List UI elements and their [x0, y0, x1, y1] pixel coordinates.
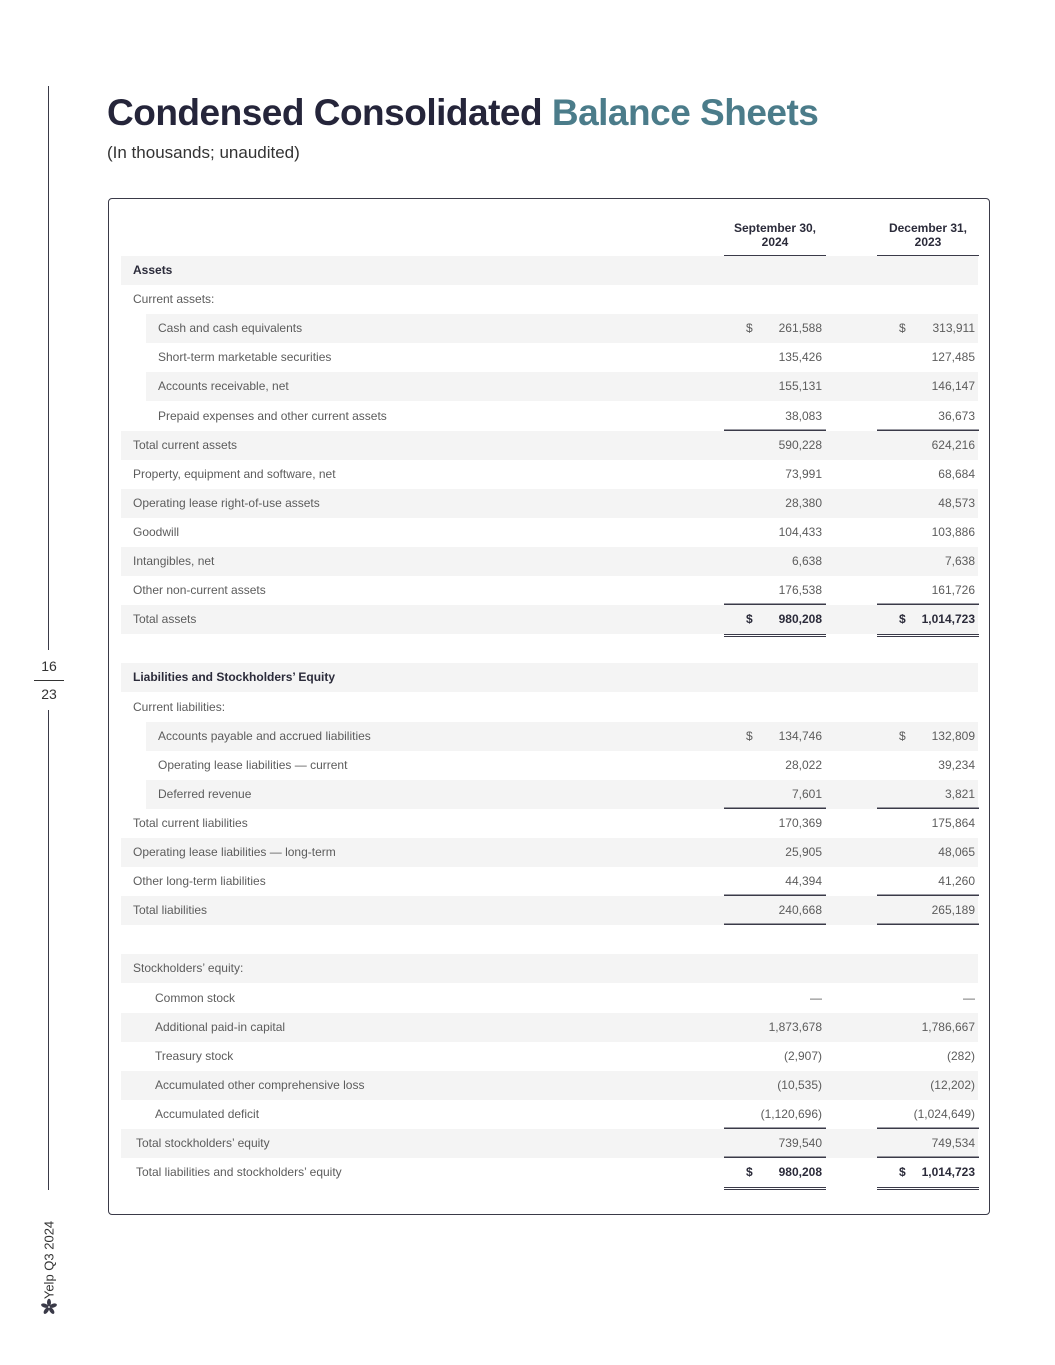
cell-value: 265,189	[931, 903, 975, 918]
table-row	[121, 809, 978, 838]
cell-value: 3,821	[944, 786, 975, 801]
table-row	[146, 314, 978, 343]
value-sep-2024	[724, 343, 826, 372]
table-row	[146, 780, 978, 809]
cell-value: 590,228	[778, 437, 822, 452]
cell-value: 127,485	[931, 350, 975, 365]
table-row	[121, 663, 978, 692]
page-subtitle: (In thousands; unaudited)	[107, 143, 300, 162]
row-label: Prepaid expenses and other current assets	[158, 408, 387, 423]
cell-value: (1,120,696)	[760, 1106, 822, 1121]
page-number-divider	[34, 680, 64, 681]
row-label: Other long-term liabilities	[133, 874, 266, 889]
table-row	[121, 576, 978, 605]
value-sep-2024	[724, 1071, 826, 1100]
cell-value: 313,911	[932, 321, 975, 336]
table-row	[121, 605, 978, 634]
value-dec-2023	[877, 402, 979, 431]
row-label: Operating lease liabilities — current	[158, 757, 348, 772]
cell-value: 38,083	[785, 408, 822, 423]
currency-symbol: $	[899, 728, 906, 743]
value-dec-2023	[877, 460, 979, 489]
table-row	[121, 1100, 978, 1129]
table-row	[121, 518, 978, 547]
row-label: Operating lease right-of-use assets	[133, 495, 320, 510]
value-sep-2024	[724, 1158, 826, 1190]
title-accent: Balance Sheets	[551, 92, 819, 133]
rail-line-top	[48, 86, 49, 650]
value-dec-2023	[877, 1100, 979, 1129]
row-label: Total liabilities	[133, 903, 208, 918]
value-dec-2023	[877, 489, 979, 518]
table-row	[121, 460, 978, 489]
cell-value: 175,864	[931, 815, 975, 830]
value-sep-2024	[724, 867, 826, 896]
cell-value: 739,540	[778, 1136, 822, 1150]
value-sep-2024	[724, 431, 826, 460]
value-dec-2023	[877, 314, 979, 343]
row-label: Stockholders’ equity:	[133, 961, 244, 976]
value-sep-2024	[724, 547, 826, 576]
table-row	[121, 431, 978, 460]
value-sep-2024	[724, 576, 826, 605]
row-label: Accumulated other comprehensive loss	[155, 1077, 365, 1092]
row-label: Intangibles, net	[133, 554, 215, 568]
value-sep-2024	[724, 1013, 826, 1042]
value-sep-2024	[724, 838, 826, 867]
table-row	[121, 984, 978, 1013]
cell-value: —	[963, 990, 975, 1005]
value-dec-2023	[877, 547, 979, 576]
title-main: Condensed Consolidated	[107, 92, 552, 133]
row-label: Accounts receivable, net	[158, 379, 289, 394]
currency-symbol: $	[746, 1165, 753, 1180]
value-sep-2024	[724, 809, 826, 838]
value-dec-2023	[877, 372, 979, 401]
cell-value: 73,991	[785, 466, 822, 481]
table-row	[121, 896, 978, 925]
cell-value: 28,022	[785, 757, 822, 772]
row-label: Short-term marketable securities	[158, 350, 332, 365]
page-title	[107, 92, 818, 134]
balance-sheet-panel	[108, 198, 990, 1215]
cell-value: (282)	[946, 1048, 975, 1063]
table-row	[121, 489, 978, 518]
cell-value: 6,638	[791, 554, 822, 568]
row-label: Accounts payable and accrued liabilities	[158, 728, 371, 743]
value-dec-2023	[877, 809, 979, 838]
value-sep-2024	[724, 780, 826, 809]
value-sep-2024	[724, 751, 826, 780]
table-row	[121, 751, 978, 780]
cell-value: 48,065	[938, 845, 975, 859]
column-header-sep-2024: September 30, 2024	[724, 221, 826, 256]
row-label: Assets	[133, 263, 173, 277]
table-row	[121, 402, 978, 431]
cell-value: (12,202)	[930, 1077, 975, 1092]
cell-value: 39,234	[938, 757, 975, 772]
cell-value: (2,907)	[783, 1048, 822, 1063]
value-dec-2023	[877, 1129, 979, 1158]
table-row	[121, 838, 978, 867]
row-label: Operating lease liabilities — long-term	[133, 845, 336, 859]
cell-value: 155,131	[778, 379, 822, 394]
row-label: Property, equipment and software, net	[133, 466, 336, 481]
value-dec-2023	[877, 780, 979, 809]
value-dec-2023	[877, 751, 979, 780]
cell-value: 28,380	[785, 495, 822, 510]
currency-symbol: $	[746, 612, 753, 627]
cell-value: (1,024,649)	[913, 1106, 975, 1121]
cell-value: 103,886	[931, 524, 975, 539]
page-number-current: 16	[41, 658, 57, 674]
cell-value: 176,538	[778, 583, 822, 598]
cell-value: 170,369	[778, 815, 822, 830]
currency-symbol: $	[899, 612, 906, 627]
row-label: Total stockholders’ equity	[136, 1136, 270, 1150]
row-label: Goodwill	[133, 524, 180, 539]
cell-value: 135,426	[778, 350, 822, 365]
value-dec-2023	[877, 722, 979, 751]
row-label: Treasury stock	[155, 1048, 234, 1063]
value-sep-2024	[724, 460, 826, 489]
table-row	[146, 722, 978, 751]
row-label: Deferred revenue	[158, 786, 252, 801]
cell-value: (10,535)	[777, 1077, 822, 1092]
cell-value: —	[810, 990, 822, 1005]
value-dec-2023	[877, 518, 979, 547]
value-dec-2023	[877, 1042, 979, 1071]
cell-value: 749,534	[931, 1136, 975, 1150]
currency-symbol: $	[746, 728, 753, 743]
cell-value: 980,208	[778, 612, 822, 627]
yelp-burst-icon	[40, 1298, 58, 1316]
value-dec-2023	[877, 431, 979, 460]
table-row	[121, 693, 978, 722]
row-label: Cash and cash equivalents	[158, 321, 303, 336]
row-label: Current liabilities:	[133, 699, 226, 714]
row-label: Total liabilities and stockholders’ equity	[136, 1165, 342, 1180]
row-label: Current assets:	[133, 292, 215, 307]
cell-value: 25,905	[785, 845, 822, 859]
cell-value: 624,216	[931, 437, 975, 452]
cell-value: 980,208	[778, 1165, 822, 1180]
cell-value: 161,726	[931, 583, 975, 598]
row-label: Accumulated deficit	[155, 1106, 260, 1121]
value-dec-2023	[877, 1071, 979, 1100]
table-row	[121, 867, 978, 896]
value-sep-2024	[724, 518, 826, 547]
currency-symbol: $	[899, 321, 906, 336]
value-sep-2024	[724, 489, 826, 518]
value-dec-2023	[877, 1158, 979, 1190]
value-dec-2023	[877, 867, 979, 896]
value-sep-2024	[724, 372, 826, 401]
row-label: Total current liabilities	[133, 815, 248, 830]
rail-line-bottom	[48, 710, 49, 1190]
table-row	[121, 1071, 978, 1100]
row-label: Liabilities and Stockholders’ Equity	[133, 670, 336, 685]
table-row	[121, 1013, 978, 1042]
table-row	[121, 1158, 978, 1187]
row-label: Other non-current assets	[133, 583, 266, 598]
value-dec-2023	[877, 605, 979, 637]
table-row	[121, 954, 978, 983]
row-label: Total current assets	[133, 437, 238, 452]
value-dec-2023	[877, 838, 979, 867]
value-sep-2024	[724, 1100, 826, 1129]
value-dec-2023	[877, 1013, 979, 1042]
table-row	[121, 285, 978, 314]
currency-symbol: $	[899, 1165, 906, 1180]
column-header-dec-2023: December 31, 2023	[877, 221, 979, 256]
cell-value: 240,668	[778, 903, 822, 918]
value-dec-2023	[877, 576, 979, 605]
value-sep-2024	[724, 984, 826, 1013]
cell-value: 1,014,723	[921, 612, 975, 627]
cell-value: 7,638	[944, 554, 975, 568]
cell-value: 134,746	[778, 728, 822, 743]
value-sep-2024	[724, 314, 826, 343]
row-label: Additional paid-in capital	[155, 1019, 286, 1034]
page-number-total: 23	[41, 686, 57, 702]
value-sep-2024	[724, 1042, 826, 1071]
cell-value: 104,433	[778, 524, 822, 539]
table-row	[121, 1129, 978, 1158]
value-sep-2024	[724, 722, 826, 751]
cell-value: 41,260	[938, 874, 975, 889]
cell-value: 7,601	[791, 786, 822, 801]
row-label: Total assets	[133, 612, 197, 627]
document-label: Yelp Q3 2024	[41, 1220, 57, 1300]
cell-value: 48,573	[938, 495, 975, 510]
value-sep-2024	[724, 402, 826, 431]
table-row	[121, 343, 978, 372]
value-dec-2023	[877, 896, 979, 925]
value-sep-2024	[724, 605, 826, 637]
value-dec-2023	[877, 984, 979, 1013]
row-label: Common stock	[155, 990, 236, 1005]
cell-value: 1,014,723	[921, 1165, 975, 1180]
table-row	[121, 1042, 978, 1071]
cell-value: 1,873,678	[768, 1019, 822, 1034]
table-row	[121, 547, 978, 576]
cell-value: 44,394	[785, 874, 822, 889]
cell-value: 68,684	[938, 466, 975, 481]
table-row	[146, 372, 978, 401]
value-sep-2024	[724, 1129, 826, 1158]
currency-symbol: $	[746, 321, 753, 336]
cell-value: 1,786,667	[921, 1019, 975, 1034]
value-dec-2023	[877, 343, 979, 372]
cell-value: 146,147	[931, 379, 975, 394]
table-row	[121, 256, 978, 285]
cell-value: 36,673	[938, 408, 975, 423]
cell-value: 132,809	[931, 728, 975, 743]
value-sep-2024	[724, 896, 826, 925]
cell-value: 261,588	[778, 321, 822, 336]
